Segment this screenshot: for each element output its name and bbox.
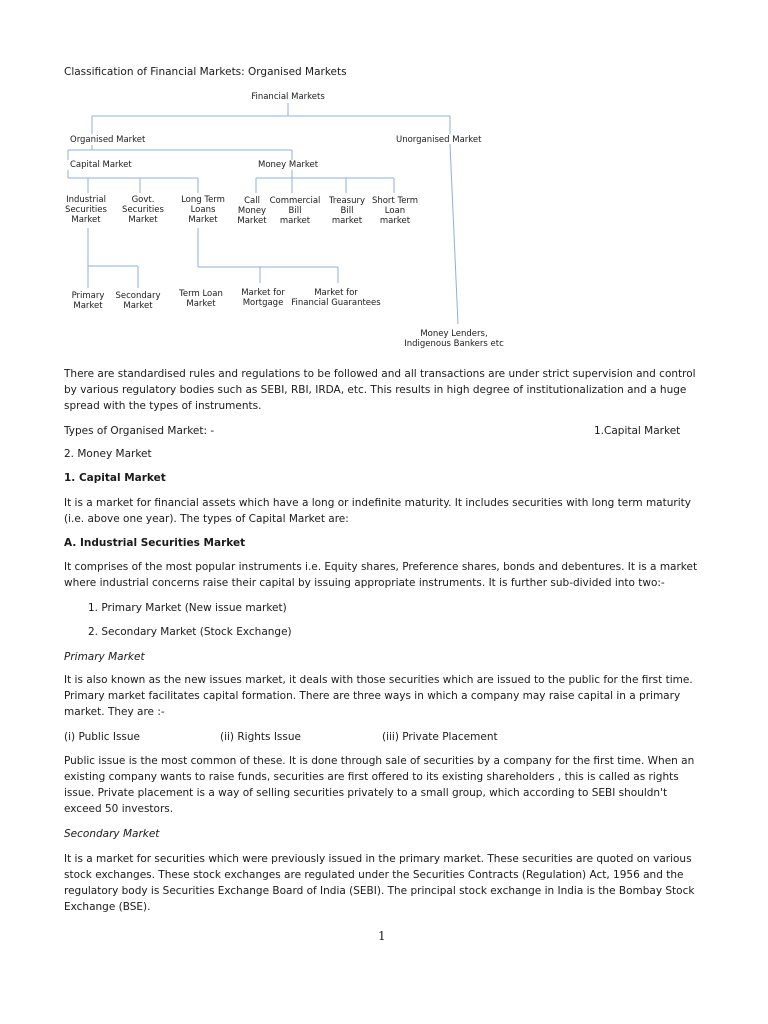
node-treasury-bill-market — [326, 196, 368, 226]
node-secondary-market — [110, 291, 166, 311]
page-heading: Classification of Financial Markets: Organised Markets — [64, 66, 347, 78]
node-financial-markets: Financial Markets — [251, 92, 325, 102]
primary-market-paragraph: It is also known as the new issues market, it deals with those securities which are issued to the public for the first time. Primary market facilitates capital formation. There are three ways in which a company may raise capital in a primary market. They are :- — [64, 674, 693, 718]
industrial-securities-paragraph: It comprises of the most popular instruments i.e. Equity shares, Preference shares, bonds and debentures. It is a market where industrial concerns raise their capital by issuing appropriate instruments. It is further sub-divided into two:- — [64, 561, 698, 589]
capital-market-paragraph: It is a market for financial assets which have a long or indefinite maturity. It includes securities with long term maturity (i.e. above one year). The types of Capital Market are: — [64, 497, 691, 525]
node-line: Loans — [190, 205, 216, 215]
page-number: 1 — [378, 929, 386, 943]
node-mortgage-market — [236, 288, 290, 308]
node-primary-market — [64, 291, 112, 311]
way-private-placement: (iii) Private Placement — [382, 731, 498, 743]
node-commercial-bill-market — [268, 196, 322, 226]
node-line: Term Loan — [179, 289, 223, 299]
node-money-lenders — [396, 329, 512, 349]
node-line: Treasury — [328, 196, 366, 206]
node-line: market — [279, 216, 311, 226]
node-line: Market — [188, 215, 218, 225]
types-label: Types of Organised Market: - — [64, 425, 215, 437]
node-line: Long Term — [181, 195, 225, 205]
node-line: Securities — [122, 205, 164, 215]
node-call-money-market — [234, 196, 270, 226]
node-line: Govt. — [131, 195, 155, 205]
way-public-issue: (i) Public Issue — [64, 731, 141, 743]
secondary-market-paragraph: It is a market for securities which were previously issued in the primary market. These securities are quoted on various stock exchanges. These stock exchanges are regulated under the Securities Contracts (Regulation) Act, 1956 and the regulatory body is Securities Exchange Board of India (SEBI). The principal stock exchange in India is the Bombay Stock Exchange (BSE). — [64, 853, 695, 913]
node-line: Market — [71, 215, 101, 225]
node-line: Industrial — [66, 195, 106, 205]
node-line: Market — [237, 216, 267, 226]
list-item-secondary: 2. Secondary Market (Stock Exchange) — [88, 626, 292, 638]
section-heading-industrial-securities: A. Industrial Securities Market — [64, 537, 246, 549]
types-item-capital: 1.Capital Market — [594, 425, 681, 437]
node-line: Market for — [241, 288, 285, 298]
node-line: Market — [73, 301, 103, 311]
node-line: Market — [128, 215, 158, 225]
node-line: Market — [123, 301, 153, 311]
public-issue-paragraph: Public issue is the most common of these. It is done through sale of securities by a company for the first time. When an existing company wants to raise funds, securities are first offered to its existing shareholders , this is called as rights issue. Private placement is a way of selling securities privately to a small group, which according to SEBI shouldn't exceed 50 investors. — [64, 755, 695, 815]
node-financial-guarantees-market — [290, 288, 382, 308]
node-line: Financial Guarantees — [291, 298, 381, 308]
node-line: Securities — [65, 205, 107, 215]
node-short-term-loan-market — [370, 196, 420, 226]
node-line: Money — [237, 206, 267, 216]
node-line: Secondary — [115, 291, 161, 301]
node-money-market: Money Market — [258, 160, 319, 170]
node-line: Market — [186, 299, 216, 309]
node-line: market — [379, 216, 411, 226]
node-line: Commercial — [269, 196, 321, 206]
list-item-primary: 1. Primary Market (New issue market) — [88, 602, 287, 614]
node-line: Money Lenders, — [420, 329, 488, 339]
section-heading-capital-market: 1. Capital Market — [64, 472, 166, 484]
way-rights-issue: (ii) Rights Issue — [220, 731, 301, 743]
intro-paragraph: There are standardised rules and regulations to be followed and all transactions are under strict supervision and control by various regulatory bodies such as SEBI, RBI, IRDA, etc. This results in high degree of institutionalization and a huge spread with the types of instruments. — [64, 368, 696, 412]
node-organised-market: Organised Market — [70, 135, 146, 145]
node-line: Indigenous Bankers etc — [404, 339, 504, 349]
node-industrial-securities-market — [62, 195, 110, 225]
subheading-primary-market: Primary Market — [64, 651, 145, 663]
node-line: Primary — [71, 291, 105, 301]
node-line: Mortgage — [242, 298, 284, 308]
node-line: Short Term — [371, 196, 419, 206]
types-item-money: 2. Money Market — [64, 448, 152, 460]
subheading-secondary-market: Secondary Market — [64, 828, 160, 840]
node-capital-market: Capital Market — [70, 160, 132, 170]
node-govt-securities-market — [120, 195, 166, 225]
node-line: Market for — [314, 288, 358, 298]
node-line: Bill — [288, 206, 302, 216]
node-long-term-loans-market — [178, 195, 228, 225]
node-unorganised-market: Unorganised Market — [396, 135, 482, 145]
node-term-loan-market — [174, 289, 228, 309]
node-line: market — [331, 216, 363, 226]
node-line: Loan — [384, 206, 406, 216]
node-line: Bill — [340, 206, 354, 216]
node-line: Call — [244, 196, 260, 206]
